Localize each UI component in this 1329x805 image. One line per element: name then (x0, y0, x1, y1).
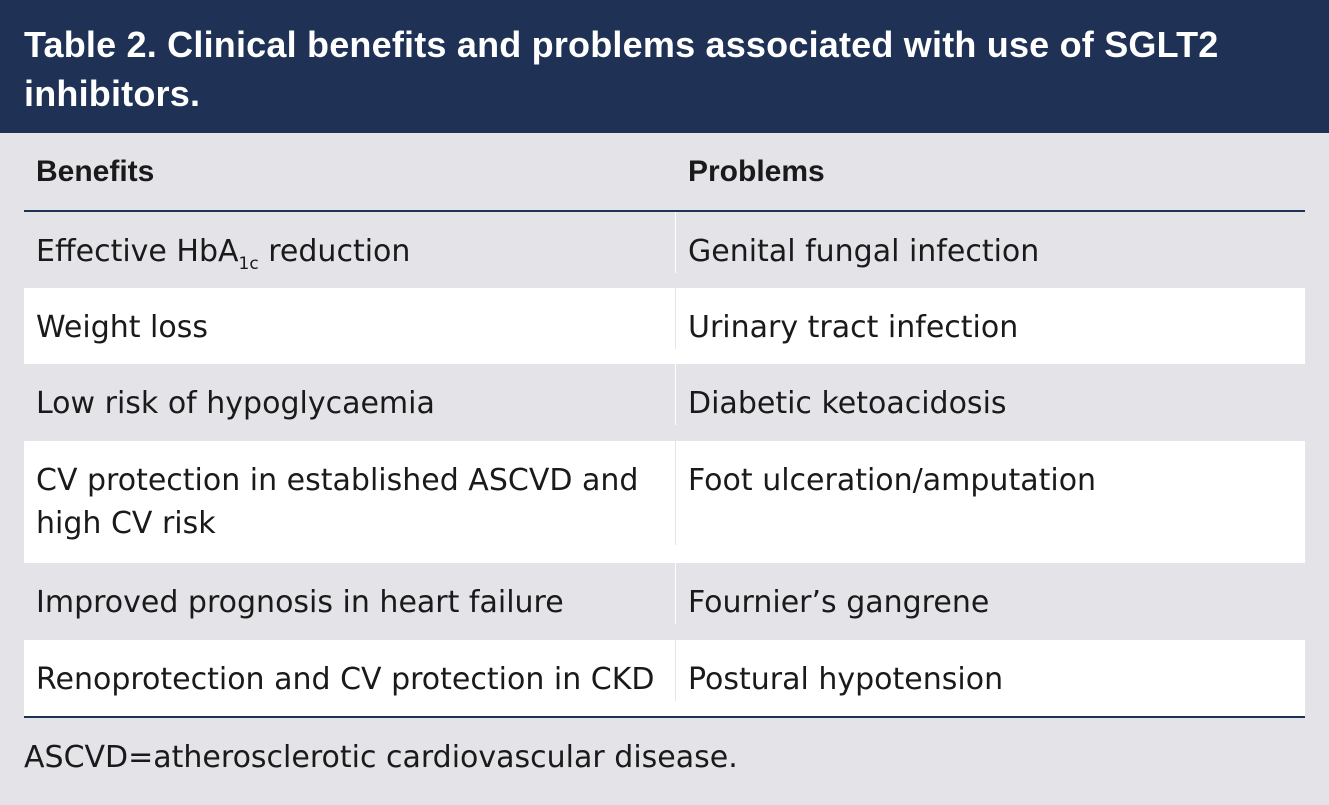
problem-cell: Fournier’s gangrene (688, 585, 990, 620)
table-row (24, 640, 1305, 716)
table-row (24, 563, 1305, 640)
table-row (24, 288, 1305, 364)
problem-cell: Genital fungal infection (688, 234, 1040, 269)
benefit-cell: Improved prognosis in heart failure (24, 563, 676, 624)
benefit-text: Effective HbA (36, 234, 239, 269)
benefit-subscript: 1c (238, 254, 259, 274)
table-header-row (24, 133, 1305, 212)
problem-cell: Urinary tract infection (688, 310, 1019, 345)
benefit-cell: Weight loss (24, 288, 676, 349)
table-title: Table 2. Clinical benefits and problems associated with use of SGLT2 inhibitors. (24, 24, 1219, 114)
header-benefits: Benefits (36, 154, 155, 188)
header-problems: Problems (688, 154, 825, 188)
benefit-cell: Low risk of hypoglycaemia (24, 364, 676, 425)
table-bottom-rule (24, 716, 1305, 718)
table-row (24, 364, 1305, 441)
benefit-cell (24, 212, 676, 273)
benefit-cell: CV protection in established ASCVD and high CV risk (24, 441, 676, 545)
benefit-cell: Renoprotection and CV protection in CKD (24, 640, 676, 701)
table-footnote: ASCVD=atherosclerotic cardiovascular disease. (24, 740, 738, 775)
problem-cell: Postural hypotension (688, 662, 1004, 697)
table-row (24, 441, 1305, 563)
table-title-bar (0, 0, 1329, 133)
table-row (24, 212, 1305, 288)
problem-cell: Foot ulceration/amputation (688, 463, 1097, 498)
benefit-text-tail: reduction (258, 234, 411, 269)
problem-cell: Diabetic ketoacidosis (688, 386, 1007, 421)
benefits-problems-table (24, 133, 1305, 718)
